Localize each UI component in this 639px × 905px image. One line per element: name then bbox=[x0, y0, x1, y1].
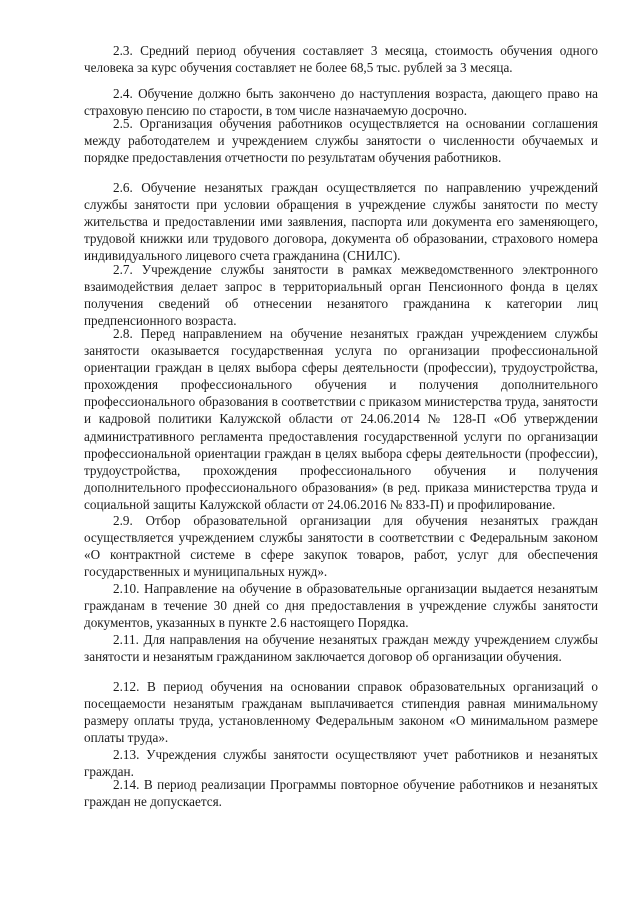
paragraph-2-12: 2.12. В период обучения на основании справок образовательных организаций о посещаемости незанятым гражданам выплачивается стипендия равная минимальному размеру оплаты труда, установленному Федеральным законом «О минимальном размере оплаты труда». bbox=[84, 679, 598, 746]
paragraph-2-14: 2.14. В период реализации Программы повторное обучение работников и незанятых граждан не допускается. bbox=[84, 777, 598, 810]
paragraph-2-6: 2.6. Обучение незанятых граждан осуществляется по направлению учреждений службы занятости при условии обращения в учреждение службы занятости по месту жительства и предоставлении ими заявления, паспорта или документа его заменяющего, трудовой книжки или трудового договора, документа об образовании, страхового номера индивидуального лицевого счета гражданина (СНИЛС). bbox=[84, 180, 598, 264]
paragraph-2-11: 2.11. Для направления на обучение незанятых граждан между учреждением службы занятости и незанятым гражданином заключается договор об организации обучения. bbox=[84, 632, 598, 665]
paragraph-2-10: 2.10. Направление на обучение в образовательные организации выдается незанятым гражданам в течение 30 дней со дня предоставления в учреждение службы занятости документов, указанных в пункте 2.6 настоящего Порядка. bbox=[84, 581, 598, 631]
paragraph-2-8: 2.8. Перед направлением на обучение незанятых граждан учреждением службы занятости оказывается государственная услуга по организации профессиональной ориентации граждан в целях выбора сферы деятельности (профессии), трудоустройства, прохождения профессионального обучения и получения дополнительного профессионального образования в соответствии с приказом министерства труда, занятости и кадровой политики Калужской области от 24.06.2014 № 128-П «Об утверждении административного регламента предоставления государственной услуги по организации профессиональной ориентации граждан в целях выбора сферы деятельности (профессии), трудоустройства, прохождения профессионального обучения и получения дополнительного профессионального образования» (в ред. приказа министерства труда и социальной защиты Калужской области от 24.06.2016 № 833-П) и профилирование. bbox=[84, 326, 598, 512]
paragraph-2-4: 2.4. Обучение должно быть закончено до наступления возраста, дающего право на страховую пенсию по старости, в том числе назначаемую досрочно. bbox=[84, 86, 598, 119]
paragraph-2-3: 2.3. Средний период обучения составляет 3 месяца, стоимость обучения одного человека за курс обучения составляет не более 68,5 тыс. рублей за 3 месяца. bbox=[84, 43, 598, 76]
paragraph-2-13: 2.13. Учреждения службы занятости осуществляют учет работников и незанятых граждан. bbox=[84, 747, 598, 780]
paragraph-2-7: 2.7. Учреждение службы занятости в рамках межведомственного электронного взаимодействия делает запрос в территориальный орган Пенсионного фонда в целях получения сведений об отнесении незанятого гражданина к категории лиц предпенсионного возраста. bbox=[84, 262, 598, 329]
paragraph-2-9: 2.9. Отбор образовательной организации для обучения незанятых граждан осуществляется учреждением службы занятости в соответствии с Федеральным законом «О контрактной системе в сфере закупок товаров, работ, услуг для обеспечения государственных и муниципальных нужд». bbox=[84, 513, 598, 580]
paragraph-2-5: 2.5. Организация обучения работников осуществляется на основании соглашения между работодателем и учреждением службы занятости о численности обучаемых и порядке предоставления отчетности по результатам обучения работников. bbox=[84, 116, 598, 166]
